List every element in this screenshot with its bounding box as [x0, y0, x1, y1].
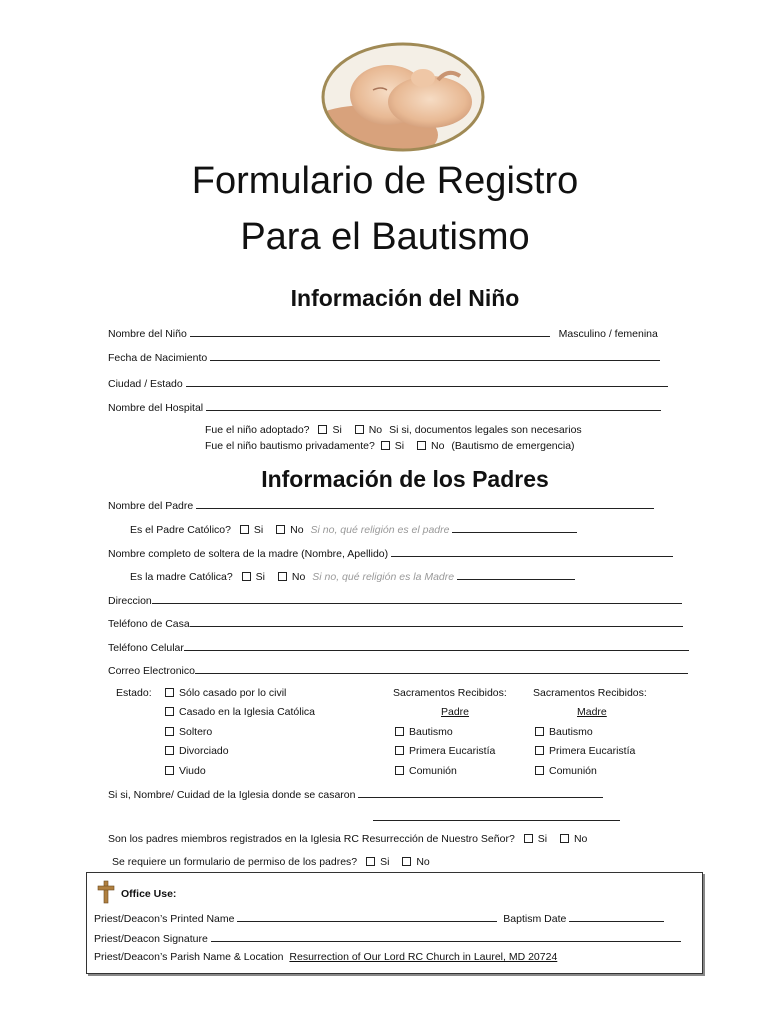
- address-row: [108, 593, 682, 607]
- church-married-label: Si si, Nombre/ Cuidad de la Iglesia donde se casaron: [108, 789, 356, 801]
- adopted-no-label: No: [368, 424, 383, 436]
- child-name-label: Nombre del Niño: [108, 328, 187, 340]
- parish-row: [94, 951, 557, 963]
- father-sacrament-checkbox[interactable]: [395, 746, 404, 755]
- mother-sacrament-option[interactable]: [535, 745, 635, 757]
- father-religion-hint: Si no, qué religión es el padre: [310, 524, 450, 536]
- father-catholic-yes-label: Si: [253, 524, 264, 536]
- email-row: [108, 663, 688, 677]
- father-catholic-no-checkbox[interactable]: [276, 525, 285, 534]
- signature-label: Priest/Deacon Signature: [94, 933, 208, 945]
- status-option-label: Sólo casado por lo civil: [179, 687, 287, 699]
- father-religion-field[interactable]: [452, 522, 577, 533]
- city-state-row: [108, 376, 668, 390]
- registered-row: [108, 833, 587, 845]
- printed-name-row: [94, 911, 664, 925]
- father-sacrament-option[interactable]: [395, 726, 453, 738]
- mother-sacrament-label: Comunión: [549, 765, 597, 777]
- father-catholic-no-label: No: [290, 524, 304, 536]
- status-option-label: Casado en la Iglesia Católica: [179, 706, 315, 718]
- mother-sacrament-checkbox[interactable]: [535, 727, 544, 736]
- signature-field[interactable]: [211, 931, 681, 942]
- father-name-field[interactable]: [196, 498, 654, 509]
- church-married-field[interactable]: [358, 787, 603, 798]
- father-name-label: Nombre del Padre: [108, 500, 194, 512]
- mother-sacrament-option[interactable]: [535, 726, 593, 738]
- address-field[interactable]: [152, 593, 682, 604]
- private-yes-label: Si: [394, 440, 405, 452]
- printed-name-field[interactable]: [237, 911, 497, 922]
- permission-no-label: No: [416, 856, 430, 868]
- mother-catholic-yes-checkbox[interactable]: [242, 572, 251, 581]
- baptism-date-label: Baptism Date: [503, 913, 567, 925]
- church-married-row: [108, 787, 603, 801]
- child-section-heading: Información del Niño: [290, 285, 520, 311]
- cell-phone-field[interactable]: [184, 640, 689, 651]
- signature-row: [94, 931, 681, 945]
- printed-name-label: Priest/Deacon’s Printed Name: [94, 913, 235, 925]
- father-sacrament-label: Comunión: [409, 765, 457, 777]
- status-option[interactable]: [165, 706, 315, 718]
- form-title-line2: Para el Bautismo: [240, 216, 530, 258]
- mother-sacrament-label: Primera Eucaristía: [549, 745, 636, 757]
- status-option-label: Divorciado: [179, 745, 229, 757]
- status-option-label: Viudo: [179, 765, 206, 777]
- father-catholic-yes-checkbox[interactable]: [240, 525, 249, 534]
- email-field[interactable]: [195, 663, 688, 674]
- mother-religion-hint: Si no, qué religión es la Madre: [312, 571, 455, 583]
- status-checkbox[interactable]: [165, 707, 174, 716]
- permission-yes-checkbox[interactable]: [366, 857, 375, 866]
- cell-phone-label: Teléfono Celular: [108, 642, 184, 654]
- permission-yes-label: Si: [380, 856, 390, 868]
- registered-no-checkbox[interactable]: [560, 834, 569, 843]
- mother-sacrament-checkbox[interactable]: [535, 746, 544, 755]
- father-sacrament-label: Bautismo: [409, 726, 453, 738]
- hospital-label: Nombre del Hospital: [108, 402, 204, 414]
- mother-name-field[interactable]: [391, 546, 673, 557]
- registered-yes-label: Si: [537, 833, 548, 845]
- private-no-checkbox[interactable]: [417, 441, 426, 450]
- father-sacrament-option[interactable]: [395, 745, 495, 757]
- status-option[interactable]: [165, 726, 212, 738]
- birthdate-row: [108, 350, 660, 364]
- city-state-label: Ciudad / Estado: [108, 378, 183, 390]
- father-sacrament-checkbox[interactable]: [395, 727, 404, 736]
- office-use-box: [86, 872, 703, 974]
- mother-catholic-question: Es la madre Católica?: [130, 571, 233, 583]
- mother-sacrament-checkbox[interactable]: [535, 766, 544, 775]
- private-no-label: No: [431, 440, 445, 452]
- hospital-field[interactable]: [206, 400, 661, 411]
- parish-label: Priest/Deacon’s Parish Name & Location: [94, 951, 284, 963]
- gender-label: Masculino / femenina: [558, 328, 658, 340]
- registered-yes-checkbox[interactable]: [524, 834, 533, 843]
- home-phone-field[interactable]: [190, 616, 683, 627]
- adopted-row: [205, 424, 582, 436]
- private-yes-checkbox[interactable]: [381, 441, 390, 450]
- parents-section-heading: Información de los Padres: [261, 466, 549, 492]
- mother-name-label: Nombre completo de soltera de la madre (Nombre, Apellido): [108, 548, 389, 560]
- city-state-field[interactable]: [186, 376, 668, 387]
- father-sacrament-option[interactable]: [395, 765, 457, 777]
- church-married-field-2[interactable]: [373, 811, 620, 821]
- status-option[interactable]: [165, 687, 286, 699]
- office-use-heading: Office Use:: [121, 888, 177, 900]
- address-label: Direccion: [108, 595, 152, 607]
- registered-no-label: No: [573, 833, 588, 845]
- father-sacrament-label: Primera Eucaristía: [409, 745, 496, 757]
- permission-row: [112, 856, 430, 868]
- permission-no-checkbox[interactable]: [402, 857, 411, 866]
- home-phone-label: Teléfono de Casa: [108, 618, 190, 630]
- baby-photo: [318, 40, 488, 155]
- mother-sacrament-label: Bautismo: [549, 726, 593, 738]
- status-label: Estado:: [116, 687, 152, 699]
- father-sacraments-col: Padre: [441, 706, 470, 718]
- adopted-no-checkbox[interactable]: [355, 425, 364, 434]
- registered-question: Son los padres miembros registrados en la Iglesia RC Resurrección de Nuestro Señor?: [108, 833, 515, 845]
- permission-question: Se requiere un formulario de permiso de los padres?: [112, 856, 358, 868]
- status-option[interactable]: [165, 765, 206, 777]
- child-name-field[interactable]: [190, 326, 550, 337]
- mother-catholic-no-label: No: [291, 571, 306, 583]
- form-title-line1: Formulario de Registro: [191, 160, 579, 202]
- birthdate-label: Fecha de Nacimiento: [108, 352, 208, 364]
- father-catholic-question: Es el Padre Católico?: [130, 524, 231, 536]
- status-checkbox[interactable]: [165, 746, 174, 755]
- status-option-label: Soltero: [179, 726, 213, 738]
- mother-sacrament-option[interactable]: [535, 765, 597, 777]
- mother-name-row: [108, 546, 673, 560]
- private-question: Fue el niño bautismo privadamente?: [205, 440, 375, 452]
- adopted-question: Fue el niño adoptado?: [205, 424, 310, 436]
- cross-icon: [97, 880, 115, 904]
- email-label: Correo Electronico: [108, 665, 195, 677]
- mother-catholic-yes-label: Si: [255, 571, 265, 583]
- mother-catholic-no-checkbox[interactable]: [278, 572, 287, 581]
- mother-religion-field[interactable]: [457, 569, 575, 580]
- private-note: (Bautismo de emergencia): [451, 440, 575, 452]
- cell-phone-row: [108, 640, 689, 654]
- adopted-yes-label: Si: [332, 424, 342, 436]
- adopted-note: Si si, documentos legales son necesarios: [389, 424, 582, 436]
- parish-value: Resurrection of Our Lord RC Church in Laurel, MD 20724: [289, 951, 558, 963]
- father-sacrament-checkbox[interactable]: [395, 766, 404, 775]
- private-baptism-row: [205, 440, 575, 452]
- birthdate-field[interactable]: [210, 350, 660, 361]
- hospital-row: [108, 400, 661, 414]
- mother-catholic-row: [130, 569, 575, 583]
- adopted-yes-checkbox[interactable]: [318, 425, 327, 434]
- status-checkbox[interactable]: [165, 727, 174, 736]
- mother-sacraments-header: Sacramentos Recibidos:: [533, 687, 647, 699]
- status-checkbox[interactable]: [165, 688, 174, 697]
- father-catholic-row: [130, 522, 577, 536]
- baptism-date-field[interactable]: [569, 911, 664, 922]
- father-name-row: [108, 498, 654, 512]
- child-name-row: [108, 326, 658, 340]
- father-sacraments-header: Sacramentos Recibidos:: [393, 687, 507, 699]
- status-option[interactable]: [165, 745, 229, 757]
- mother-sacraments-col: Madre: [577, 706, 607, 718]
- status-checkbox[interactable]: [165, 766, 174, 775]
- home-phone-row: [108, 616, 683, 630]
